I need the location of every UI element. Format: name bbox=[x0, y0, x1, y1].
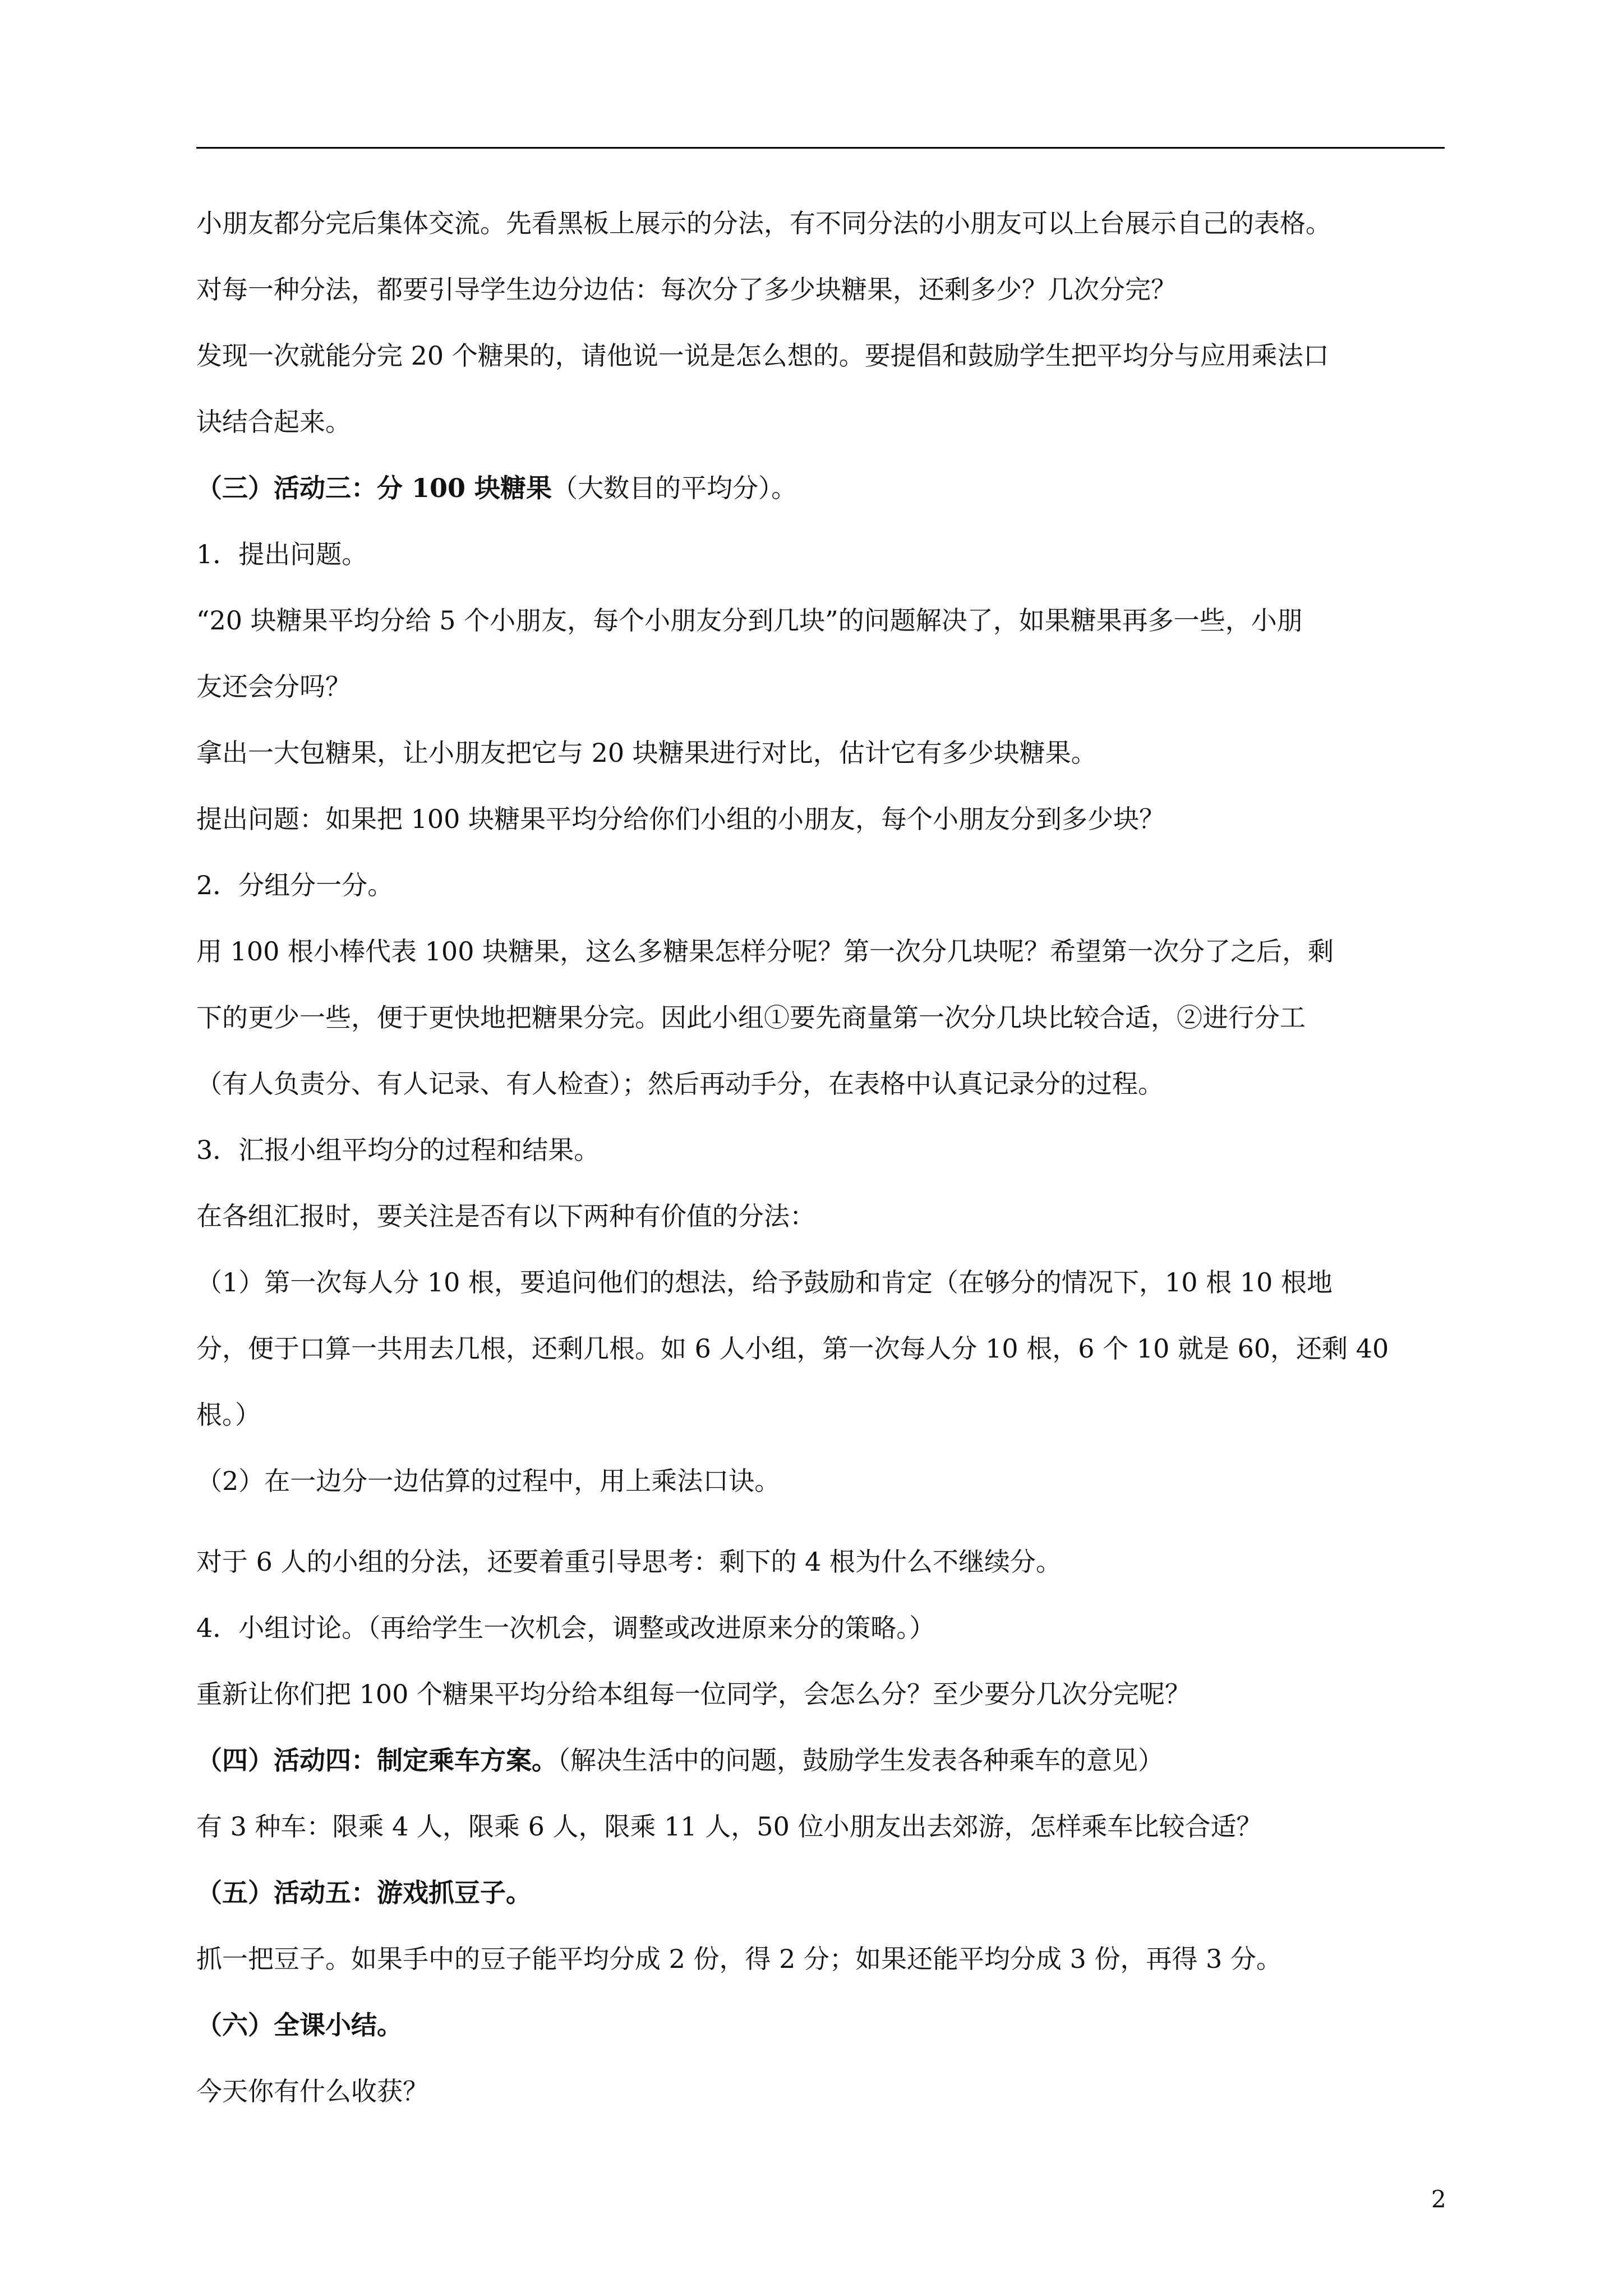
page-number: 2 bbox=[1431, 2185, 1446, 2213]
paragraph-line: 诀结合起来。 bbox=[196, 407, 351, 437]
step-heading: 3．汇报小组平均分的过程和结果。 bbox=[196, 1135, 600, 1165]
paragraph-line: 在各组汇报时，要关注是否有以下两种有价值的分法： bbox=[196, 1201, 815, 1231]
section-heading-note: （大数目的平均分）。 bbox=[552, 473, 797, 503]
section-heading-activity-4 bbox=[196, 1745, 1453, 1776]
paragraph-line: 对于 6 人的小组的分法，还要着重引导思考：剩下的 4 根为什么不继续分。 bbox=[196, 1547, 1062, 1577]
paragraph-line: 用 100 根小棒代表 100 块糖果，这么多糖果怎样分呢？第一次分几块呢？希望第一次分了之后，剩 bbox=[196, 936, 1334, 967]
paragraph-line: 下的更少一些，便于更快地把糖果分完。因此小组①要先商量第一次分几块比较合适，②进行分工 bbox=[196, 1002, 1306, 1033]
header-rule bbox=[196, 147, 1445, 149]
paragraph-line: 友还会分吗？ bbox=[196, 671, 351, 702]
document-body bbox=[196, 208, 1453, 2107]
section-heading-summary: （六）全课小结。 bbox=[196, 2010, 403, 2040]
paragraph-line: “20 块糖果平均分给 5 个小朋友，每个小朋友分到几块”的问题解决了，如果糖果再多一些，小朋 bbox=[196, 605, 1303, 636]
paragraph-line: 根。） bbox=[196, 1400, 261, 1430]
paragraph-line: 发现一次就能分完 20 个糖果的，请他说一说是怎么想的。要提倡和鼓励学生把平均分与应用乘法口 bbox=[196, 341, 1329, 371]
section-heading-activity-3 bbox=[196, 472, 1453, 504]
paragraph-line: （1）第一次每人分 10 根，要追问他们的想法，给予鼓励和肯定（在够分的情况下，10 根 10 根地 bbox=[196, 1267, 1332, 1297]
paragraph-line: 抓一把豆子。如果手中的豆子能平均分成 2 份，得 2 分；如果还能平均分成 3 份，再得 3 分。 bbox=[196, 1944, 1283, 1974]
paragraph-line: 有 3 种车：限乘 4 人，限乘 6 人，限乘 11 人，50 位小朋友出去郊游，怎样乘车比较合适？ bbox=[196, 1811, 1262, 1842]
paragraph-line: 重新让你们把 100 个糖果平均分给本组每一位同学，会怎么分？至少要分几次分完呢？ bbox=[196, 1679, 1191, 1709]
paragraph-line: 今天你有什么收获？ bbox=[196, 2076, 428, 2106]
paragraph-line: （2）在一边分一边估算的过程中，用上乘法口诀。 bbox=[196, 1466, 781, 1496]
paragraph-line: 提出问题：如果把 100 块糖果平均分给你们小组的小朋友，每个小朋友分到多少块？ bbox=[196, 804, 1165, 834]
section-heading-bold: （四）活动四：制定乘车方案。 bbox=[196, 1745, 557, 1775]
section-heading-note: （解决生活中的问题，鼓励学生发表各种乘车的意见） bbox=[557, 1745, 1164, 1775]
section-heading-bold: （三）活动三：分 100 块糖果 bbox=[196, 473, 552, 503]
paragraph-line: （有人负责分、有人记录、有人检查）；然后再动手分，在表格中认真记录分的过程。 bbox=[196, 1069, 1164, 1099]
paragraph-line: 对每一种分法，都要引导学生边分边估：每次分了多少块糖果，还剩多少？几次分完？ bbox=[196, 274, 1177, 305]
paragraph-line: 分，便于口算一共用去几根，还剩几根。如 6 人小组，第一次每人分 10 根，6 个 10 就是 60，还剩 40 bbox=[196, 1333, 1389, 1364]
step-heading: 4．小组讨论。（再给学生一次机会，调整或改进原来分的策略。） bbox=[196, 1613, 935, 1643]
section-heading-activity-5: （五）活动五：游戏抓豆子。 bbox=[196, 1878, 532, 1908]
step-heading: 2．分组分一分。 bbox=[196, 870, 394, 900]
step-heading: 1．提出问题。 bbox=[196, 539, 368, 569]
paragraph-line: 小朋友都分完后集体交流。先看黑板上展示的分法，有不同分法的小朋友可以上台展示自己的表格。 bbox=[196, 208, 1331, 238]
paragraph-line: 拿出一大包糖果，让小朋友把它与 20 块糖果进行对比，估计它有多少块糖果。 bbox=[196, 738, 1097, 768]
